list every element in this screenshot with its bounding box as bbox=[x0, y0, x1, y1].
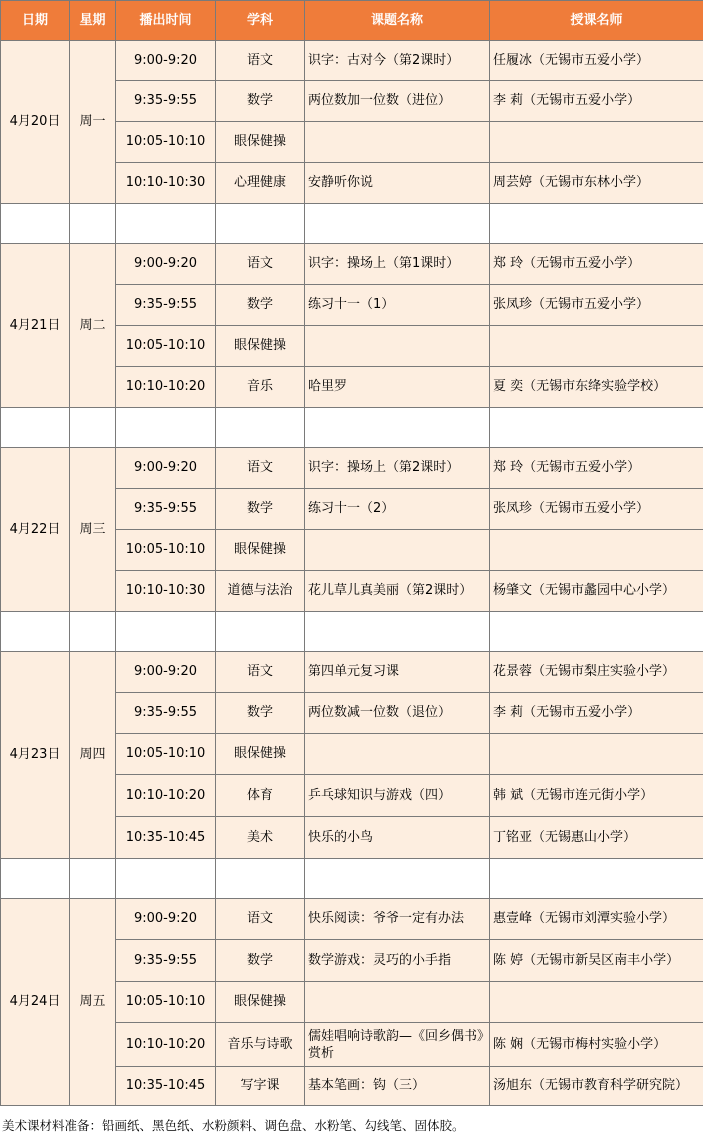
time-cell: 9:35-9:55 bbox=[116, 489, 216, 530]
topic-cell: 两位数加一位数（进位） bbox=[305, 81, 490, 122]
subject-cell: 音乐 bbox=[216, 367, 305, 408]
teacher-cell: 李 莉（无锡市五爱小学） bbox=[490, 81, 703, 122]
teacher-cell bbox=[490, 326, 703, 367]
spacer-cell bbox=[305, 612, 490, 652]
weekday-cell: 周二 bbox=[70, 244, 116, 408]
subject-cell: 语文 bbox=[216, 448, 305, 489]
header-teacher: 授课名师 bbox=[490, 1, 703, 41]
teacher-cell bbox=[490, 122, 703, 163]
subject-cell: 眼保健操 bbox=[216, 734, 305, 775]
spacer-cell bbox=[490, 408, 703, 448]
topic-cell: 快乐阅读：爷爷一定有办法 bbox=[305, 899, 490, 940]
topic-cell: 哈里罗 bbox=[305, 367, 490, 408]
weekday-cell: 周四 bbox=[70, 652, 116, 859]
schedule-row bbox=[1, 899, 703, 940]
spacer-cell bbox=[490, 859, 703, 899]
time-cell: 10:05-10:10 bbox=[116, 982, 216, 1023]
date-cell: 4月23日 bbox=[1, 652, 70, 859]
time-cell: 10:05-10:10 bbox=[116, 734, 216, 775]
spacer-cell bbox=[70, 859, 116, 899]
schedule-row bbox=[1, 244, 703, 285]
spacer-cell bbox=[305, 204, 490, 244]
time-cell: 10:10-10:20 bbox=[116, 775, 216, 817]
spacer-cell bbox=[490, 612, 703, 652]
subject-cell: 数学 bbox=[216, 285, 305, 326]
teacher-cell: 杨肇文（无锡市蠡园中心小学） bbox=[490, 571, 703, 612]
art-materials-note: 美术课材料准备：铅画纸、黑色纸、水粉颜料、调色盘、水粉笔、勾线笔、固体胶。 bbox=[0, 1106, 703, 1134]
spacer-cell bbox=[70, 408, 116, 448]
subject-cell: 语文 bbox=[216, 244, 305, 285]
subject-cell: 语文 bbox=[216, 652, 305, 693]
header-date: 日期 bbox=[1, 1, 70, 41]
teacher-cell bbox=[490, 734, 703, 775]
teacher-cell: 韩 斌（无锡市连元街小学） bbox=[490, 775, 703, 817]
time-cell: 10:05-10:10 bbox=[116, 122, 216, 163]
spacer-cell bbox=[1, 204, 70, 244]
topic-cell: 第四单元复习课 bbox=[305, 652, 490, 693]
subject-cell: 眼保健操 bbox=[216, 530, 305, 571]
subject-cell: 眼保健操 bbox=[216, 982, 305, 1023]
topic-cell: 安静听你说 bbox=[305, 163, 490, 204]
spacer-cell bbox=[70, 204, 116, 244]
schedule-body bbox=[1, 41, 703, 1106]
topic-cell: 识字：古对今（第2课时） bbox=[305, 41, 490, 81]
topic-cell: 儒娃唱响诗歌韵—《回乡偶书》赏析 bbox=[305, 1023, 490, 1067]
topic-cell bbox=[305, 530, 490, 571]
topic-cell: 识字：操场上（第2课时） bbox=[305, 448, 490, 489]
date-cell: 4月21日 bbox=[1, 244, 70, 408]
spacer-cell bbox=[1, 612, 70, 652]
subject-cell: 数学 bbox=[216, 81, 305, 122]
topic-cell: 花儿草儿真美丽（第2课时） bbox=[305, 571, 490, 612]
spacer-cell bbox=[216, 408, 305, 448]
subject-cell: 道德与法治 bbox=[216, 571, 305, 612]
schedule-row bbox=[1, 41, 703, 81]
teacher-cell bbox=[490, 982, 703, 1023]
spacer-cell bbox=[116, 859, 216, 899]
teacher-cell: 周芸婷（无锡市东林小学） bbox=[490, 163, 703, 204]
teacher-cell: 丁铭亚（无锡惠山小学） bbox=[490, 817, 703, 859]
subject-cell: 眼保健操 bbox=[216, 122, 305, 163]
time-cell: 10:10-10:20 bbox=[116, 1023, 216, 1067]
teacher-cell: 任履冰（无锡市五爱小学） bbox=[490, 41, 703, 81]
subject-cell: 数学 bbox=[216, 940, 305, 982]
time-cell: 10:35-10:45 bbox=[116, 1067, 216, 1106]
subject-cell: 语文 bbox=[216, 41, 305, 81]
time-cell: 9:35-9:55 bbox=[116, 693, 216, 734]
spacer-cell bbox=[70, 612, 116, 652]
topic-cell: 两位数减一位数（退位） bbox=[305, 693, 490, 734]
time-cell: 9:00-9:20 bbox=[116, 244, 216, 285]
date-cell: 4月22日 bbox=[1, 448, 70, 612]
teacher-cell: 夏 奕（无锡市东绛实验学校） bbox=[490, 367, 703, 408]
subject-cell: 眼保健操 bbox=[216, 326, 305, 367]
spacer-cell bbox=[305, 408, 490, 448]
header-weekday: 星期 bbox=[70, 1, 116, 41]
time-cell: 10:05-10:10 bbox=[116, 530, 216, 571]
subject-cell: 心理健康 bbox=[216, 163, 305, 204]
time-cell: 9:00-9:20 bbox=[116, 899, 216, 940]
time-cell: 10:10-10:30 bbox=[116, 571, 216, 612]
weekday-cell: 周一 bbox=[70, 41, 116, 204]
spacer-cell bbox=[1, 408, 70, 448]
teacher-cell: 陈 娴（无锡市梅村实验小学） bbox=[490, 1023, 703, 1067]
spacer-cell bbox=[116, 612, 216, 652]
spacer-cell bbox=[216, 612, 305, 652]
header-subject: 学科 bbox=[216, 1, 305, 41]
spacer-cell bbox=[490, 204, 703, 244]
date-cell: 4月20日 bbox=[1, 41, 70, 204]
time-cell: 9:35-9:55 bbox=[116, 940, 216, 982]
time-cell: 10:35-10:45 bbox=[116, 817, 216, 859]
subject-cell: 体育 bbox=[216, 775, 305, 817]
time-cell: 10:10-10:30 bbox=[116, 163, 216, 204]
subject-cell: 美术 bbox=[216, 817, 305, 859]
schedule-row bbox=[1, 448, 703, 489]
teacher-cell: 郑 玲（无锡市五爱小学） bbox=[490, 448, 703, 489]
weekday-cell: 周三 bbox=[70, 448, 116, 612]
topic-cell: 识字：操场上（第1课时） bbox=[305, 244, 490, 285]
teacher-cell: 陈 婷（无锡市新吴区南丰小学） bbox=[490, 940, 703, 982]
schedule-row bbox=[1, 652, 703, 693]
spacer-row bbox=[1, 859, 703, 899]
subject-cell: 数学 bbox=[216, 693, 305, 734]
header-time: 播出时间 bbox=[116, 1, 216, 41]
time-cell: 9:00-9:20 bbox=[116, 448, 216, 489]
subject-cell: 写字课 bbox=[216, 1067, 305, 1106]
subject-cell: 语文 bbox=[216, 899, 305, 940]
time-cell: 9:00-9:20 bbox=[116, 41, 216, 81]
teacher-cell: 张凤珍（无锡市五爱小学） bbox=[490, 489, 703, 530]
teacher-cell: 李 莉（无锡市五爱小学） bbox=[490, 693, 703, 734]
header-row bbox=[1, 1, 703, 41]
time-cell: 9:35-9:55 bbox=[116, 285, 216, 326]
spacer-cell bbox=[216, 859, 305, 899]
topic-cell bbox=[305, 326, 490, 367]
teacher-cell bbox=[490, 530, 703, 571]
topic-cell: 快乐的小鸟 bbox=[305, 817, 490, 859]
weekday-cell: 周五 bbox=[70, 899, 116, 1106]
spacer-row bbox=[1, 612, 703, 652]
topic-cell bbox=[305, 982, 490, 1023]
teacher-cell: 郑 玲（无锡市五爱小学） bbox=[490, 244, 703, 285]
spacer-cell bbox=[216, 204, 305, 244]
topic-cell: 数学游戏：灵巧的小手指 bbox=[305, 940, 490, 982]
topic-cell: 练习十一（2） bbox=[305, 489, 490, 530]
time-cell: 9:00-9:20 bbox=[116, 652, 216, 693]
topic-cell bbox=[305, 122, 490, 163]
topic-cell: 乒乓球知识与游戏（四） bbox=[305, 775, 490, 817]
teacher-cell: 张凤珍（无锡市五爱小学） bbox=[490, 285, 703, 326]
spacer-cell bbox=[116, 204, 216, 244]
spacer-cell bbox=[1, 859, 70, 899]
time-cell: 10:10-10:20 bbox=[116, 367, 216, 408]
teacher-cell: 汤旭东（无锡市教育科学研究院） bbox=[490, 1067, 703, 1106]
spacer-row bbox=[1, 204, 703, 244]
time-cell: 9:35-9:55 bbox=[116, 81, 216, 122]
spacer-cell bbox=[116, 408, 216, 448]
topic-cell: 练习十一（1） bbox=[305, 285, 490, 326]
time-cell: 10:05-10:10 bbox=[116, 326, 216, 367]
spacer-cell bbox=[305, 859, 490, 899]
topic-cell bbox=[305, 734, 490, 775]
header-topic: 课题名称 bbox=[305, 1, 490, 41]
teacher-cell: 花景蓉（无锡市梨庄实验小学） bbox=[490, 652, 703, 693]
subject-cell: 数学 bbox=[216, 489, 305, 530]
subject-cell: 音乐与诗歌 bbox=[216, 1023, 305, 1067]
topic-cell: 基本笔画：钩（三） bbox=[305, 1067, 490, 1106]
spacer-row bbox=[1, 408, 703, 448]
date-cell: 4月24日 bbox=[1, 899, 70, 1106]
teacher-cell: 惠壹峰（无锡市刘潭实验小学） bbox=[490, 899, 703, 940]
